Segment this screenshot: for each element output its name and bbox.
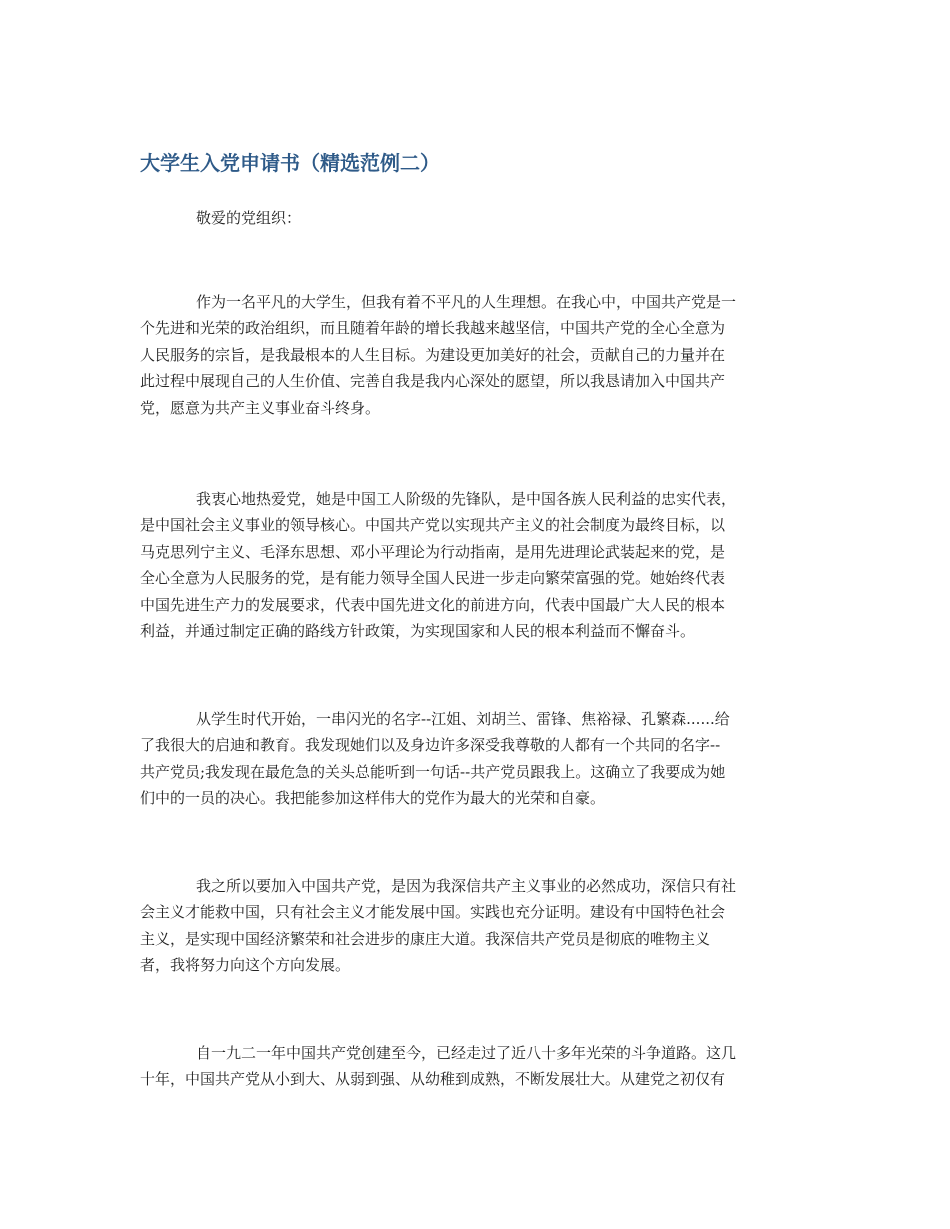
paragraph-line: 个先进和光荣的政治组织，而且随着年龄的增长我越来越坚信，中国共产党的全心全意为 [140, 319, 726, 338]
paragraph-line: 人民服务的宗旨，是我最根本的人生目标。为建设更加美好的社会，贡献自己的力量并在 [140, 345, 726, 364]
paragraph [140, 289, 812, 421]
paragraph-line: 利益，并通过制定正确的路线方针政策，为实现国家和人民的根本利益而不懈奋斗。 [140, 622, 696, 641]
paragraph-line: 我衷心地热爱党，她是中国工人阶级的先锋队，是中国各族人民利益的忠实代表， [196, 490, 737, 508]
paragraph-line: 了我很大的启迪和教育。我发现她们以及身边许多深受我尊敬的人都有一个共同的名字-- [140, 736, 721, 755]
paragraph-line: 们中的一员的决心。我把能参加这样伟大的党作为最大的光荣和自豪。 [140, 789, 606, 808]
paragraph-line: 此过程中展现自己的人生价值、完善自我是我内心深处的愿望，所以我恳请加入中国共产 [140, 372, 726, 391]
paragraph-line: 者，我将努力向这个方向发展。 [140, 956, 351, 975]
salutation: 敬爱的党组织： [196, 209, 302, 227]
paragraph-line: 党，愿意为共产主义事业奋斗终身。 [140, 398, 381, 417]
paragraph [140, 706, 812, 812]
paragraph-line: 主义，是实现中国经济繁荣和社会进步的康庄大道。我深信共产党员是彻底的唯物主义 [140, 929, 711, 948]
document-title: 大学生入党申请书（精选范例二） [140, 151, 440, 175]
paragraph [140, 873, 812, 979]
paragraph-line: 全心全意为人民服务的党，是有能力领导全国人民进一步走向繁荣富强的党。她始终代表 [140, 569, 726, 588]
paragraph-line: 从学生时代开始，一串闪光的名字--江姐、刘胡兰、雷锋、焦裕禄、孔繁森......给 [196, 710, 730, 728]
paragraph [140, 1040, 812, 1093]
paragraph-line: 自一九二一年中国共产党创建至今，已经走过了近八十多年光荣的斗争道路。这几 [196, 1044, 737, 1062]
paragraph-line: 马克思列宁主义、毛泽东思想、邓小平理论为行动指南，是用先进理论武装起来的党，是 [140, 542, 726, 561]
paragraph-line: 是中国社会主义事业的领导核心。中国共产党以实现共产主义的社会制度为最终目标，以 [140, 516, 726, 535]
paragraph-line: 共产党员;我发现在最危急的关头总能听到一句话--共产党员跟我上。这确立了我要成为她 [140, 762, 726, 781]
paragraph-line: 作为一名平凡的大学生，但我有着不平凡的人生理想。在我心中，中国共产党是一 [196, 293, 737, 311]
paragraph-line: 会主义才能救中国，只有社会主义才能发展中国。实践也充分证明。建设有中国特色社会 [140, 903, 726, 922]
paragraph-line: 十年，中国共产党从小到大、从弱到强、从幼稚到成熟，不断发展壮大。从建党之初仅有 [140, 1070, 726, 1089]
paragraph [140, 486, 812, 644]
paragraph-line: 中国先进生产力的发展要求，代表中国先进文化的前进方向，代表中国最广大人民的根本 [140, 595, 726, 614]
paragraph-line: 我之所以要加入中国共产党，是因为我深信共产主义事业的必然成功，深信只有社 [196, 877, 737, 895]
